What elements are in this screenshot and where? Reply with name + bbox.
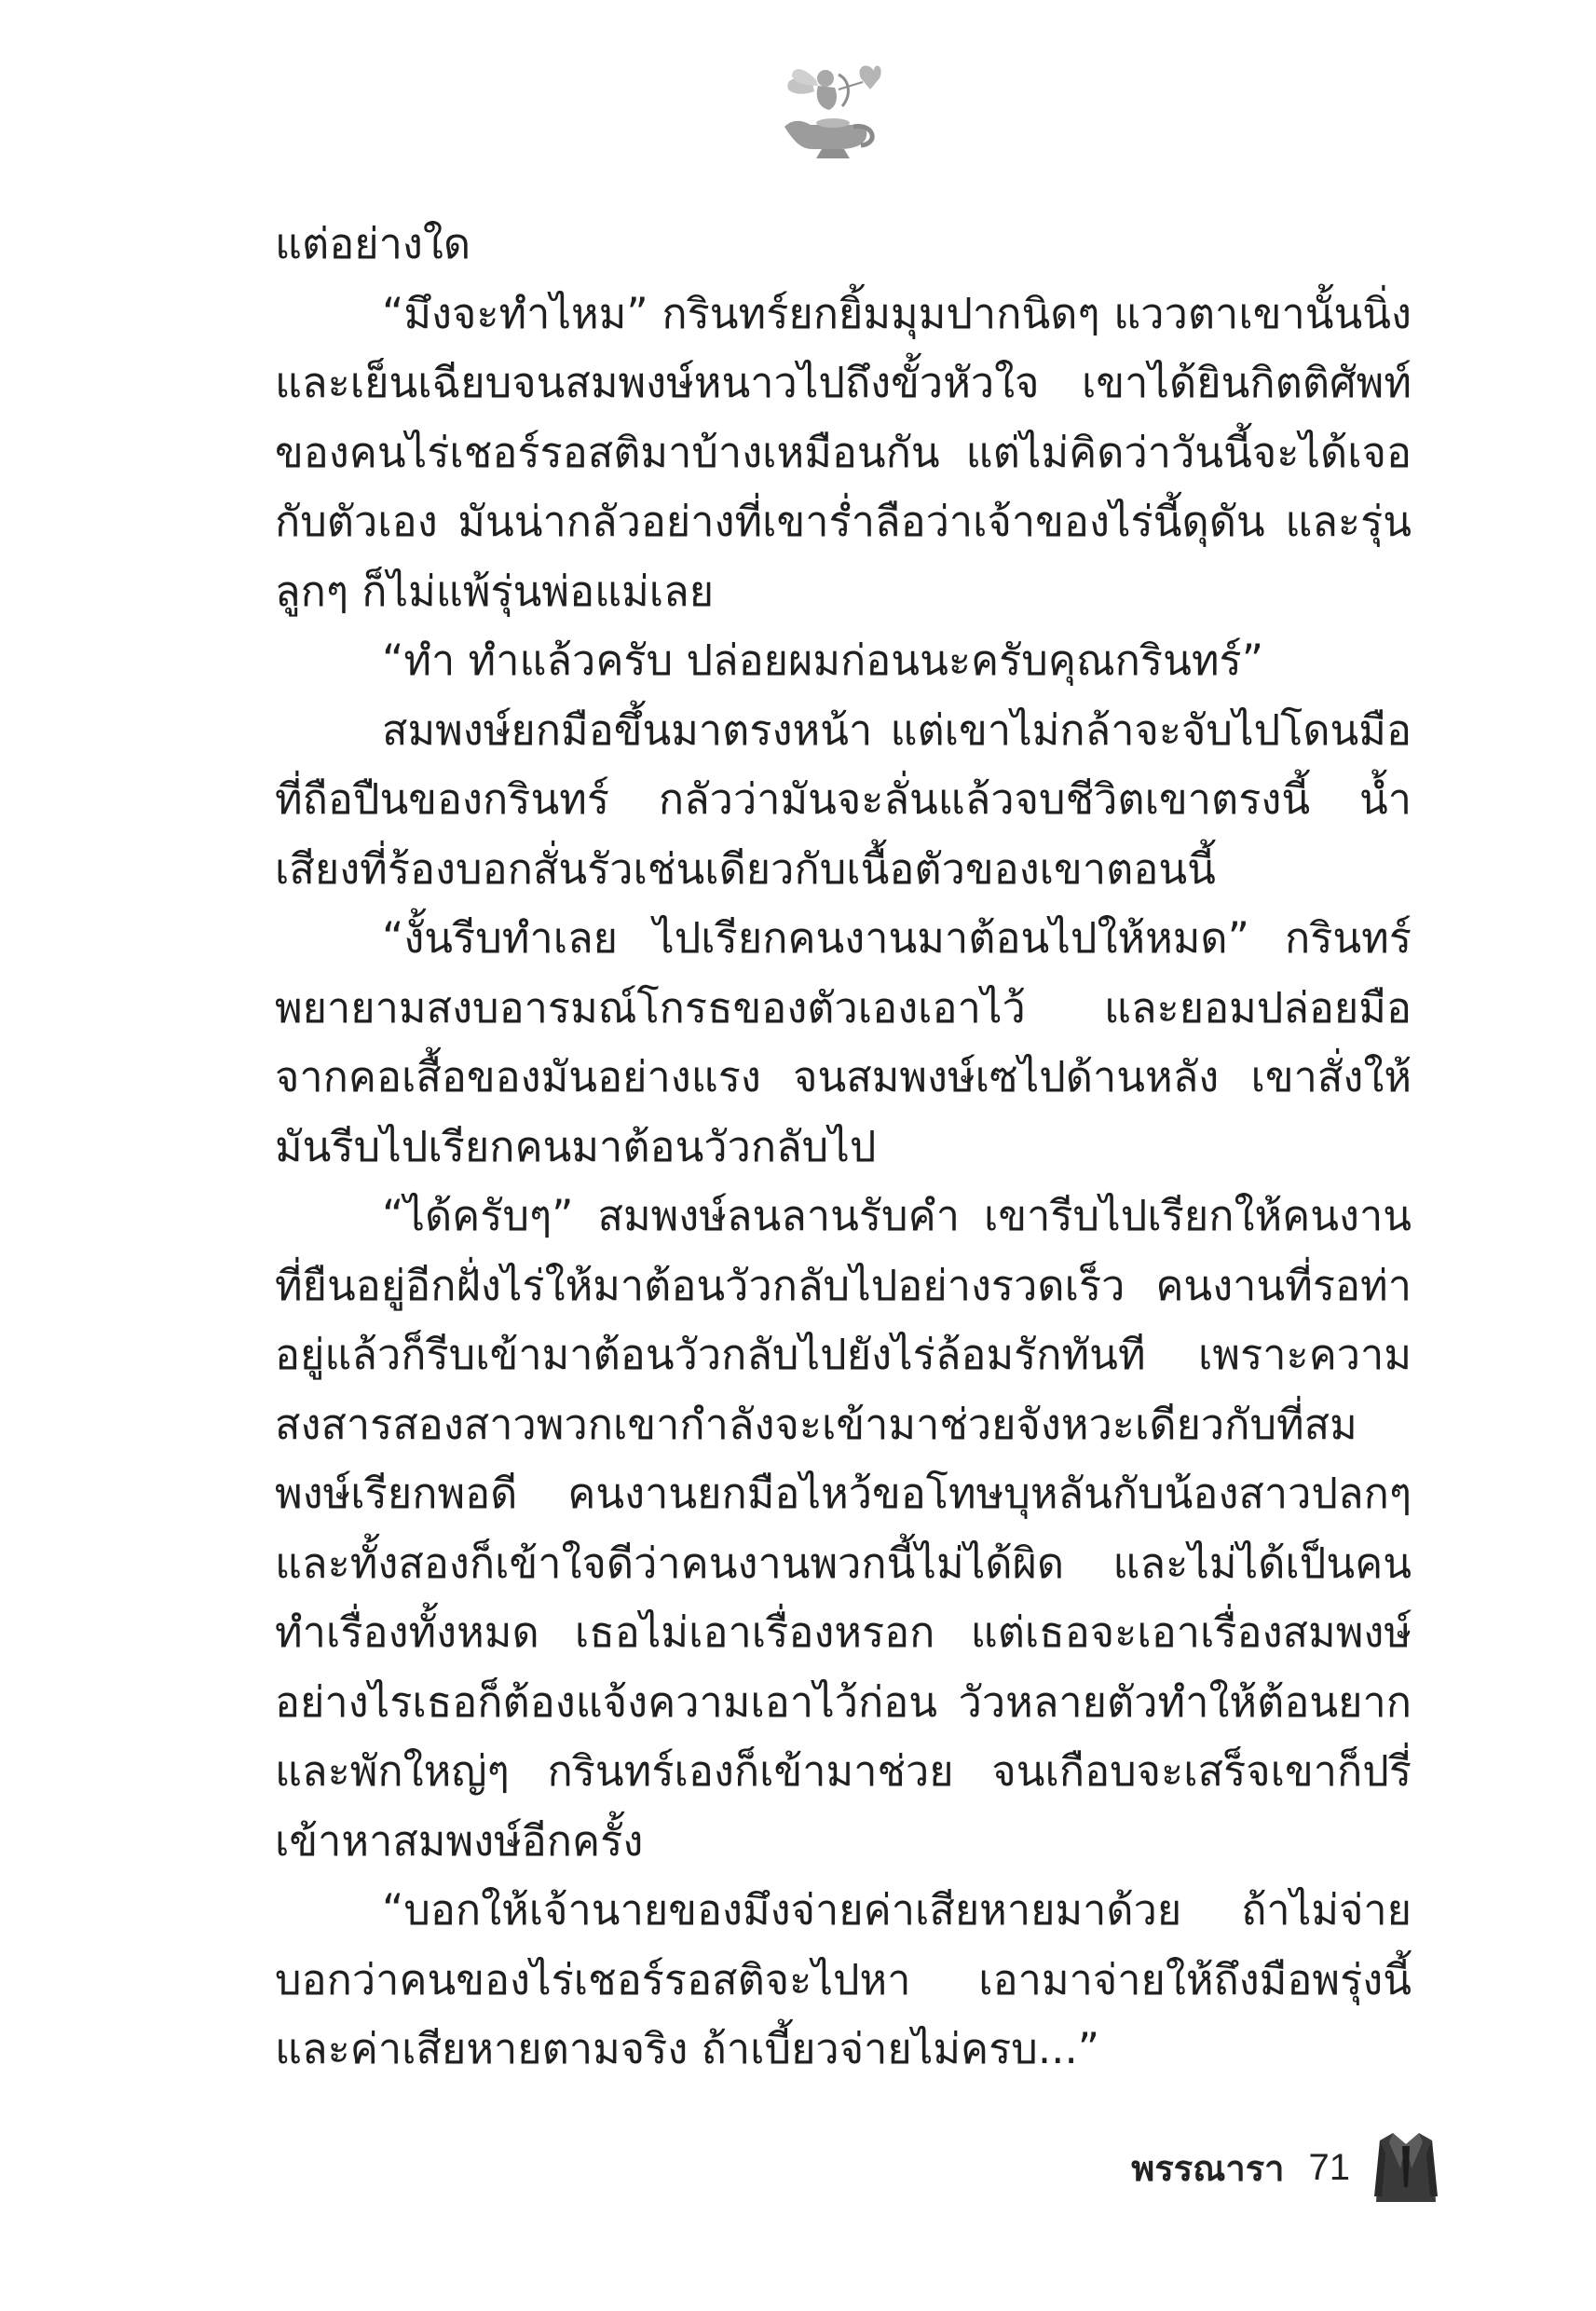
cupid-teapot-ornament-icon — [764, 58, 904, 170]
paragraph: “ทำ ทำแล้วครับ ปล่อยผมก่อนนะครับคุณกรินทร์” — [382, 636, 1264, 685]
page-footer — [1131, 2130, 1438, 2205]
paragraph: แต่อย่างใด — [275, 219, 471, 268]
book-title: พรรณารา — [1131, 2147, 1285, 2189]
paragraph: “งั้นรีบทำเลย ไปเรียกคนงานมาต้อนไปให้หมด” กรินทร์พยายามสงบอารมณ์โกรธของตัวเองเอาไว้ และยอมปล่อยมือจากคอเสื้อของมันอย่างแรง จนสมพงษ์เซไปด้านหลัง เขาสั่งให้มันรีบไปเรียกคนมาต้อนวัวกลับไป — [275, 913, 1412, 1171]
suit-jacket-icon — [1374, 2131, 1438, 2204]
body-text — [275, 210, 1412, 2085]
paragraph: “บอกให้เจ้านายของมึงจ่ายค่าเสียหายมาด้วย ถ้าไม่จ่าย บอกว่าคนของไร่เชอร์รอสติจะไปหา เอามาจ่ายให้ถึงมือพรุ่งนี้ และค่าเสียหายตามจริง ถ้าเบี้ยวจ่ายไม่ครบ...” — [275, 1885, 1412, 2073]
paragraph: สมพงษ์ยกมือขึ้นมาตรงหน้า แต่เขาไม่กล้าจะจับไปโดนมือที่ถือปืนของกรินทร์ กลัวว่ามันจะลั่นแล้วจบชีวิตเขาตรงนี้ น้ำเสียงที่ร้องบอกสั่นรัวเช่นเดียวกับเนื้อตัวของเขาตอนนี้ — [275, 704, 1412, 894]
paragraph: “ได้ครับๆ” สมพงษ์ลนลานรับคำ เขารีบไปเรียกให้คนงานที่ยืนอยู่อีกฝั่งไร่ให้มาต้อนวัวกลับไปอย่างรวดเร็ว คนงานที่รอท่าอยู่แล้วก็รีบเข้ามาต้อนวัวกลับไปยังไร่ล้อมรักทันที เพราะความสงสารสองสาวพวกเขากำลังจะเข้ามาช่วยจังหวะเดียวกับที่สมพงษ์เรียกพอดี คนงานยกมือไหว้ขอโทษบุหลันกับน้องสาวปลกๆ และทั้งสองก็เข้าใจดีว่าคนงานพวกนี้ไม่ได้ผิด และไม่ได้เป็นคนทำเรื่องทั้งหมด เธอไม่เอาเรื่องหรอก แต่เธอจะเอาเรื่องสมพงษ์ อย่างไรเธอก็ต้องแจ้งความเอาไว้ก่อน วัวหลายตัวทำให้ต้อนยากและพักใหญ่ๆ กรินทร์เองก็เข้ามาช่วย จนเกือบจะเสร็จเขาก็ปรี่เข้าหาสมพงษ์อีกครั้ง — [275, 1191, 1412, 1866]
paragraph: “มึงจะทำไหม” กรินทร์ยกยิ้มมุมปากนิดๆ แววตาเขานั้นนิ่งและเย็นเฉียบจนสมพงษ์หนาวไปถึงขั้วหัวใจ เขาได้ยินกิตติศัพท์ของคนไร่เชอร์รอสติมาบ้างเหมือนกัน แต่ไม่คิดว่าวันนี้จะได้เจอกับตัวเอง มันน่ากลัวอย่างที่เขาร่ำลือว่าเจ้าของไร่นี้ดุดัน และรุ่นลูกๆ ก็ไม่แพ้รุ่นพ่อแม่เลย — [275, 288, 1412, 616]
page-number: 71 — [1308, 2146, 1350, 2188]
